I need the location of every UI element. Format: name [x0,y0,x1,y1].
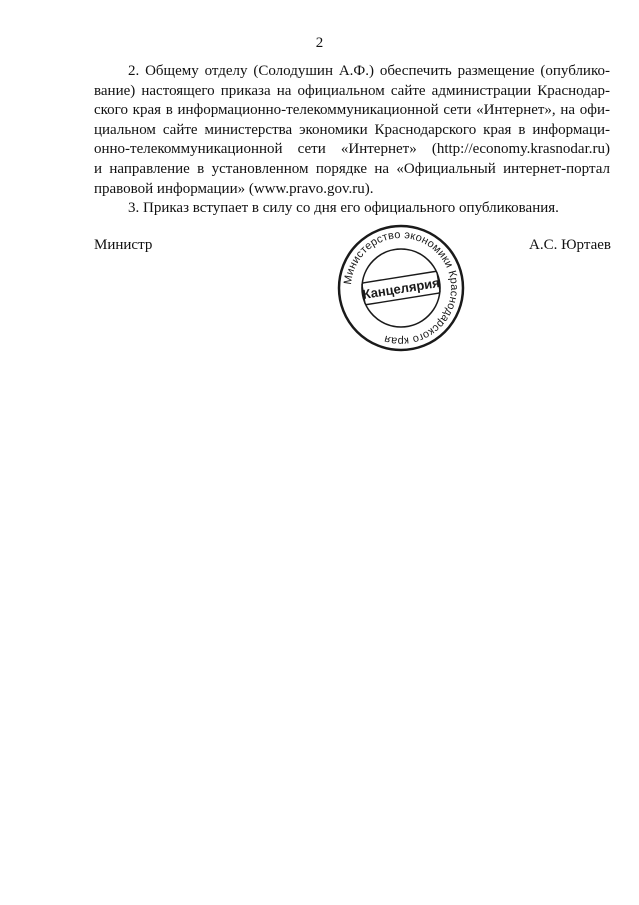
paragraph-2-line-7: правовой информации» (www.pravo.gov.ru). [94,180,374,197]
document-body [94,62,610,219]
official-stamp [336,223,466,353]
page-number: 2 [315,35,324,51]
stamp-ring-text: Министерство экономики Краснодарского края [341,228,461,348]
paragraph-2-line-5: онно-телекоммуникационной сети «Интернет» (http://economy.krasnodar.ru) [94,141,610,158]
signature-name: А.С. Юртаев [529,237,611,253]
paragraph-2-line-3: ского края в информационно-телекоммуникационной сети «Интернет», на офи- [94,102,610,119]
paragraph-2 [94,62,610,199]
paragraph-2-line-1: 2. Общему отделу (Солодушин А.Ф.) обеспечить размещение (опублико- [128,63,610,79]
paragraph-2-line-2: вание) настоящего приказа на официальном сайте администрации Краснодар- [94,82,610,99]
paragraph-2-line-4: циальном сайте министерства экономики Краснодарского края в информаци- [94,121,610,138]
paragraph-3: 3. Приказ вступает в силу со дня его официального опубликования. [128,200,559,217]
signature-position: Министр [94,237,153,253]
paragraph-2-line-6: и направление в установленном порядке на «Официальный интернет-портал [94,160,610,177]
stamp-center-text: Канцелярия [361,275,441,302]
